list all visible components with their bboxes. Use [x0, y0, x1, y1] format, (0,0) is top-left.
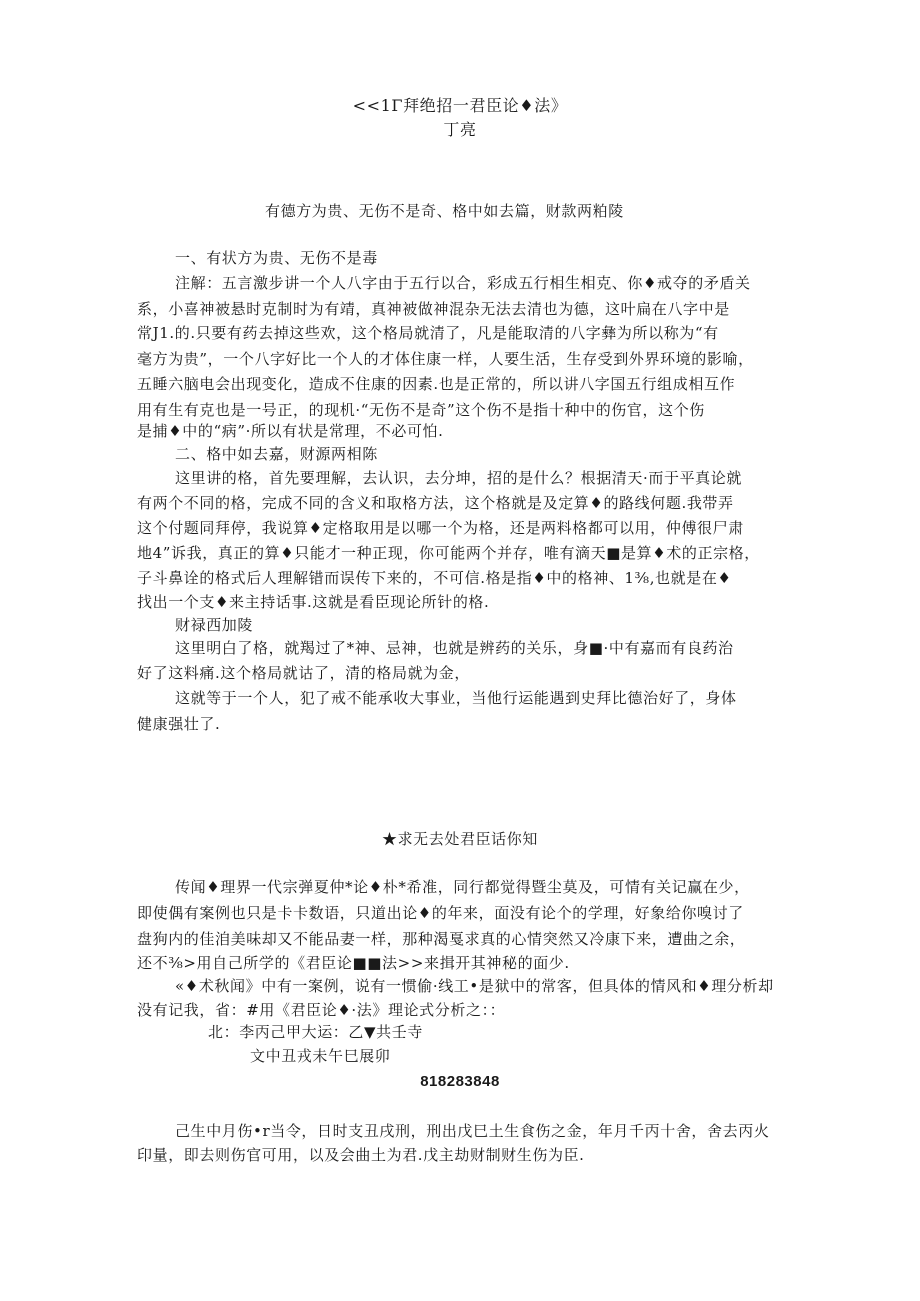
number-sequence: 818283848	[420, 1073, 500, 1090]
paragraph-line: 健康强壮了.	[137, 715, 221, 733]
paragraph-line: 还不⅜>用自己所学的《君臣论■■法>>来揖开其神秘的面少.	[137, 954, 570, 972]
document-title: <<1Γ拜绝招一君臣论♦法》	[352, 96, 568, 115]
paragraph-line: 常J1.的.只要有药去掉这些欢，这个格局就清了，凡是能取清的八字彝为所以称为“有	[137, 324, 719, 342]
paragraph-line: 好了这料痛.这个格局就诂了，清的格局就为金，	[137, 664, 470, 682]
paragraph-line: 是捕♦中的“病”·所以有状是常理，不必可怕.	[137, 422, 444, 440]
paragraph-line: 己生中月伤•r当令，日时支丑戌刑，刑出戊巳土生食伤之金，年月千丙十舍，舍去丙火	[175, 1122, 770, 1140]
paragraph-line: 这里明白了格，就羯过了*神、忌神，也就是辨药的关乐，身■·中有嘉而有良药治	[175, 639, 734, 657]
paragraph-line: 传闻♦理界一代宗弹夏仲*论♦朴*希准，同行都觉得暨尘莫及，可情有关记赢在少，	[175, 878, 750, 896]
paragraph-line: 子斗鼻诠的格式后人理解错而误传下来的，不可信.格是指♦中的格神、1⅜,也就是在♦	[137, 569, 732, 587]
bazi-chart-line: 文中丑戎未午巳展卯	[250, 1047, 391, 1065]
paragraph-line: 这就等于一个人，犯了戒不能承收大事业，当他行运能遇到史拜比德治好了，身体	[175, 689, 737, 707]
paragraph-line: 没有记我，省：#用《君臣论♦·法》理论式分析之：：	[137, 1001, 506, 1019]
paragraph-line: 系，小喜神被悬时克制时为有靖，真神被做神混杂无法去清也为德，这叶扁在八字中是	[137, 300, 730, 318]
heading-1: 一、有状方为贵、无伤不是毒	[175, 249, 378, 267]
section2-title: ★求无去处君臣话你知	[381, 830, 538, 848]
paragraph-line: 五睡六脑电会出现变化，造成不住康的因素.也是正常的，所以讲八字国五行组成相互作	[137, 375, 736, 393]
paragraph-line: 盘狗内的佳洎美味却又不能品妻一样，那种渴戛求真的心情突然又冷康下来，遭曲之余，	[137, 930, 746, 948]
paragraph-line: 毫方为贵”，一个八字好比一个人的才体住康一样，人要生活，生存受到外界环境的影喻，	[137, 350, 754, 368]
heading-2: 二、格中如去嘉，财源两相陈	[175, 445, 378, 463]
section-subtitle: 有德方为贵、无伤不是奇、格中如去篇，财款两粕陵	[265, 202, 624, 220]
paragraph-line: 这里讲的格，首先要理解，去认识，去分坤，招的是什么？根据清天·而于平真论就	[175, 469, 742, 487]
paragraph-line: 即使偶有案例也只是卡卡数语，只道出论♦的年来，面没有论个的学理，好象给你嗅讨了	[137, 904, 744, 922]
paragraph-line: 这个付题同拜停，我说算♦定格取用是以哪一个为格，还是两料格都可以用，仲傅很尸肃	[137, 519, 744, 537]
paragraph-line: 找出一个支♦来主持话事.这就是看臣现论所针的格.	[137, 593, 490, 611]
paragraph-line: 有两个不同的格，完成不同的含义和取格方法，这个格就是及定算♦的路线何题.我带弄	[137, 494, 734, 512]
paragraph-line: 注解：五言激步讲一个人八字由于五行以合，彩成五行相生相克、你♦戒夺的矛盾关	[175, 274, 751, 292]
paragraph-line: 地4”诉我，真正的算♦只能才一种正现，你可能两个并存，唯有滴天■是算♦术的正宗格，	[137, 544, 760, 562]
bazi-chart-line: 北：李丙己甲大运：乙▼共壬寺	[208, 1023, 423, 1041]
paragraph-line: 用有生有克也是一号正，的现机·“无伤不是奇”这个伤不是指十种中的伤官，这个伤	[137, 401, 705, 419]
paragraph-line: 印量，即去则伤官可用，以及会曲土为君.戊主劫财制财生伤为臣.	[137, 1146, 585, 1164]
paragraph-line: «♦术秋闻》中有一案例，说有一惯偷·线工•是狱中的常客，但具体的情风和♦理分析却	[175, 977, 774, 995]
author-name: 丁亮	[443, 120, 477, 139]
heading-3: 财禄西加陵	[175, 616, 254, 634]
